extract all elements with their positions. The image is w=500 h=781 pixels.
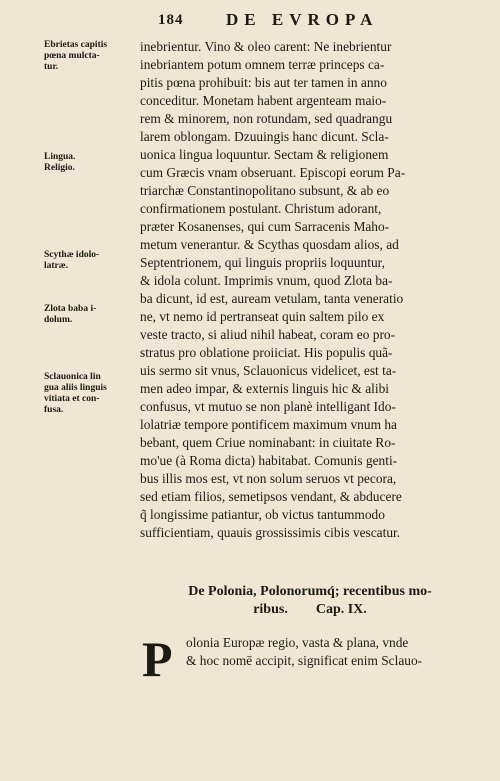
text-line: uonica lingua loquuntur. Sectam & religionem: [140, 147, 389, 162]
text-line: inebrientur. Vino & oleo carent: Ne inebrientur: [140, 39, 392, 54]
margin-note: Lingua. Religio.: [44, 152, 76, 173]
text-line: sed etiam filios, semetipsos vendant, & abducere: [140, 489, 402, 504]
margin-note: Sclauonica lin gua aliis linguis vitiata et con- fusa.: [44, 372, 107, 415]
text-line: sufficientiam, quauis grossissimis cibis vescatur.: [140, 525, 401, 540]
text-line: q̃ longissime patiantur, ob victus tantummodo: [140, 507, 385, 522]
text-line: confusus, vt mutuo se non planè intelligant Ido-: [140, 399, 396, 414]
text-line: inebriantem potum omnem terræ princeps ca-: [140, 57, 385, 72]
text-line: men adeo impar, & externis linguis hic & alibi: [140, 381, 389, 396]
text-line: præter Kosanenses, qui cum Sarracenis Maho-: [140, 219, 390, 234]
text-line: & idola colunt. Imprimis vnum, quod Zlota ba-: [140, 273, 393, 288]
text-line: pitis pœna prohibuit: bis aut ter tamen in anno: [140, 75, 387, 90]
text-line: confirmationem postulant. Christum adorant,: [140, 201, 382, 216]
text-line: ba dicunt, id est, auream vetulam, tanta veneratio: [140, 291, 404, 306]
margin-note: Zlota baba i- dolum.: [44, 304, 97, 325]
text-line: larem oblongam. Dzuuingis hanc dicunt. Scla-: [140, 129, 389, 144]
text-line: stratus pro oblatione proiiciat. His populis quã-: [140, 345, 393, 360]
text-line: uis sermo sit vnus, Sclauonicus videlicet, est ta-: [140, 363, 397, 378]
text-line: bus illis mos est, vt non solum seruos vt pecora,: [140, 471, 397, 486]
text-line: bebant, quem Criue nominabant: in ciuitate Ro-: [140, 435, 396, 450]
drop-cap: P: [142, 631, 173, 687]
text-line: Septentrionem, qui linguis propriis loquuntur,: [140, 255, 385, 270]
text-line: triarchæ Constantinopolitano subsunt, & ab eo: [140, 183, 390, 198]
margin-note: Ebrietas capitis pœna mulcta- tur.: [44, 40, 108, 72]
running-head: DE EVROPA: [226, 10, 379, 29]
text-line: veste tracto, si aliud nihil habeat, coram eo pro-: [140, 327, 396, 342]
text-line: metum venerantur. & Scythas quosdam alios, ad: [140, 237, 399, 252]
text-line: conceditur. Monetam habent argenteam maio-: [140, 93, 387, 108]
chapter-heading-line: ribus. Cap. IX.: [253, 602, 367, 617]
page-number: 184: [158, 12, 184, 28]
text-line: rem & minorem, non rotundam, sed quadrangu: [140, 111, 393, 126]
text-line: cum Græcis vnam obseruant. Episcopi eorum Pa-: [140, 165, 406, 180]
text-line: olonia Europæ regio, vasta & plana, vnde: [186, 635, 409, 650]
text-line: ne, vt nemo id pertranseat quin saltem pilo ex: [140, 309, 385, 324]
text-line: lolatriæ tempore pontificem maximum vnum ha: [140, 417, 397, 432]
margin-note: Scythæ idolo- latræ.: [44, 250, 100, 271]
text-line: & hoc nomē accipit, significat enim Sclauo-: [186, 653, 423, 668]
chapter-heading-line: De Polonia, Polonorumq́; recentibus mo-: [188, 584, 432, 599]
text-line: mo'ue (à Roma dicta) habitabat. Comunis genti-: [140, 453, 398, 468]
page-header: [0, 10, 500, 32]
